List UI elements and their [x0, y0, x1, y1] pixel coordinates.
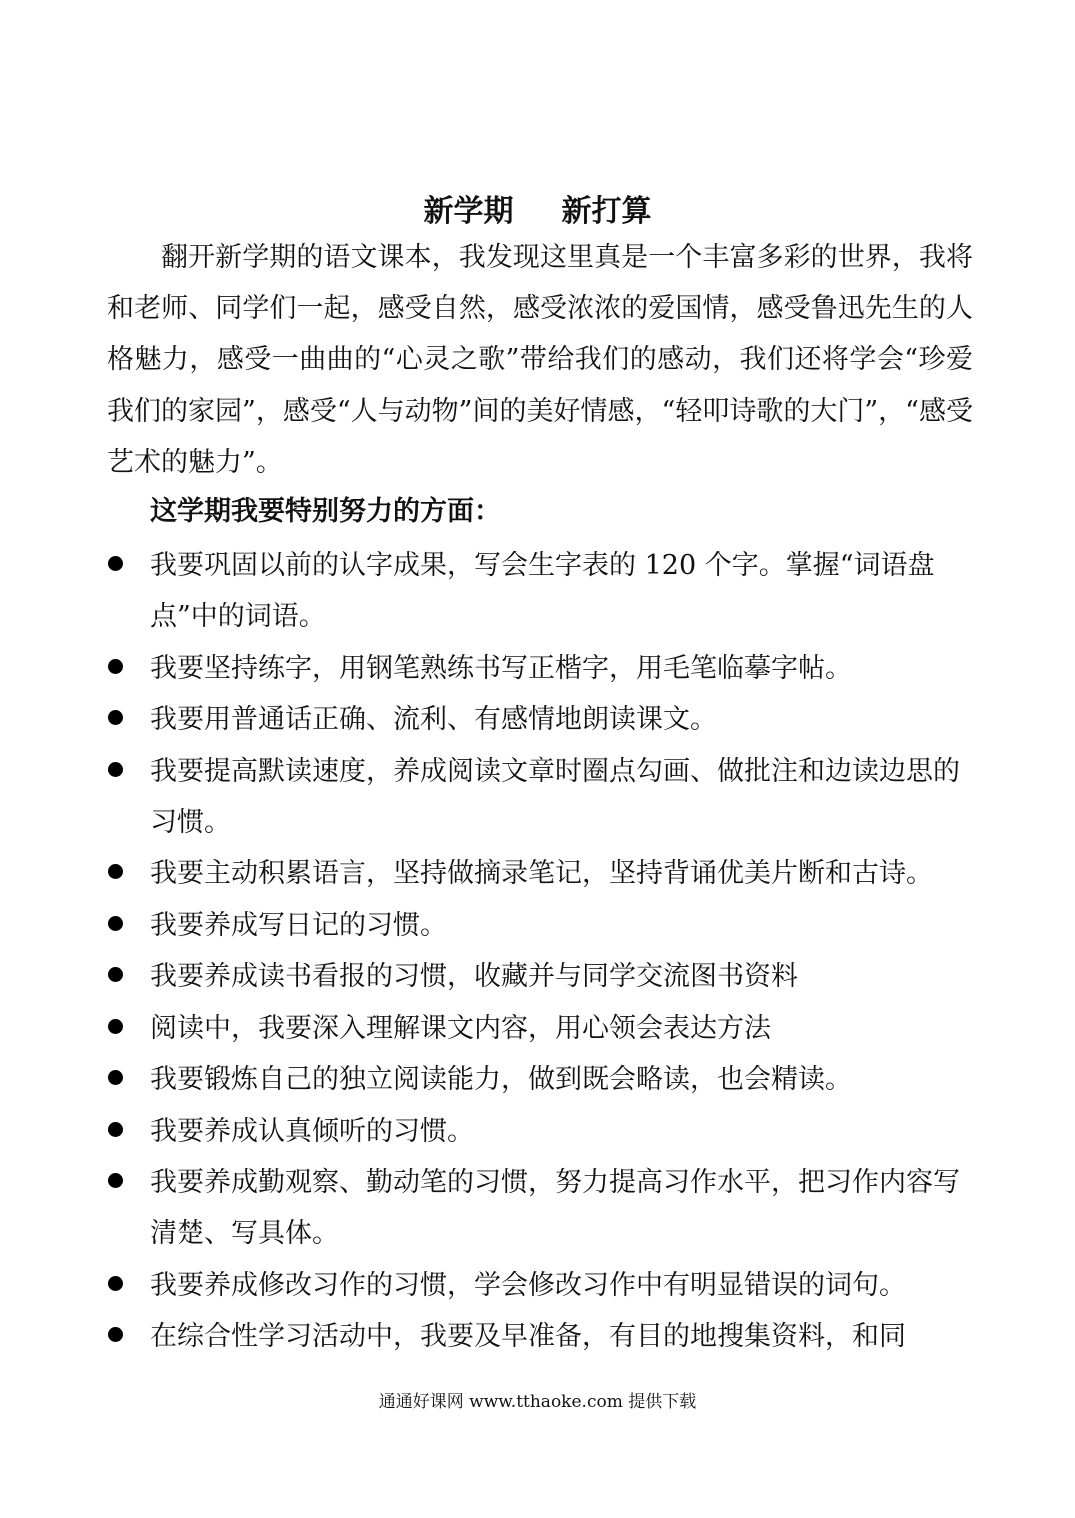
list-item: 我要养成写日记的习惯。	[0, 900, 972, 951]
list-item: 我要养成认真倾听的习惯。	[0, 1106, 972, 1157]
list-item: 我要巩固以前的认字成果，写会生字表的 120 个字。掌握“词语盘点”中的词语。	[0, 540, 972, 642]
list-item: 我要养成勤观察、勤动笔的习惯，努力提高习作水平，把习作内容写清楚、写具体。	[0, 1157, 972, 1259]
section-heading: 这学期我要特别努力的方面：	[150, 496, 501, 527]
list-item: 我要坚持练字，用钢笔熟练书写正楷字，用毛笔临摹字帖。	[0, 643, 972, 694]
list-item: 我要主动积累语言，坚持做摘录笔记，坚持背诵优美片断和古诗。	[0, 848, 972, 899]
bullet-icon	[108, 1122, 123, 1137]
bullet-icon	[108, 1327, 123, 1342]
bullet-icon	[108, 1070, 123, 1085]
title-left: 新学期	[423, 194, 514, 230]
bullet-icon	[108, 556, 123, 571]
list-item: 我要锻炼自己的独立阅读能力，做到既会略读，也会精读。	[0, 1054, 972, 1105]
bullet-icon	[108, 710, 123, 725]
goals-list	[0, 540, 1075, 1363]
list-item: 我要提高默读速度，养成阅读文章时圈点勾画、做批注和边读边思的习惯。	[0, 746, 972, 848]
intro-paragraph: 翻开新学期的语文课本，我发现这里真是一个丰富多彩的世界，我将和老师、同学们一起，感受自然，感受浓浓的爱国情，感受鲁迅先生的人格魅力，感受一曲曲的“心灵之歌”带给我们的感动，我们还将学会“珍爱我们的家园”，感受“人与动物”间的美好情感，“轻叩诗歌的大门”，“感受艺术的魅力”。	[107, 242, 973, 478]
list-item: 在综合性学习活动中，我要及早准备，有目的地搜集资料，和同	[0, 1311, 972, 1362]
bullet-icon	[108, 916, 123, 931]
list-item: 我要用普通话正确、流利、有感情地朗读课文。	[0, 694, 972, 745]
bullet-icon	[108, 762, 123, 777]
page-footer: 通通好课网 www.tthaoke.com 提供下载	[378, 1392, 697, 1412]
page-title	[0, 188, 1075, 236]
list-item: 我要养成修改习作的习惯，学会修改习作中有明显错误的词句。	[0, 1260, 972, 1311]
bullet-icon	[108, 864, 123, 879]
bullet-icon	[108, 659, 123, 674]
bullet-icon	[108, 1173, 123, 1188]
list-item: 我要养成读书看报的习惯，收藏并与同学交流图书资料	[0, 951, 972, 1002]
bullet-icon	[108, 1276, 123, 1291]
list-item: 阅读中，我要深入理解课文内容，用心领会表达方法	[0, 1003, 972, 1054]
title-right: 新打算	[561, 194, 652, 230]
bullet-icon	[108, 967, 123, 982]
bullet-icon	[108, 1019, 123, 1034]
